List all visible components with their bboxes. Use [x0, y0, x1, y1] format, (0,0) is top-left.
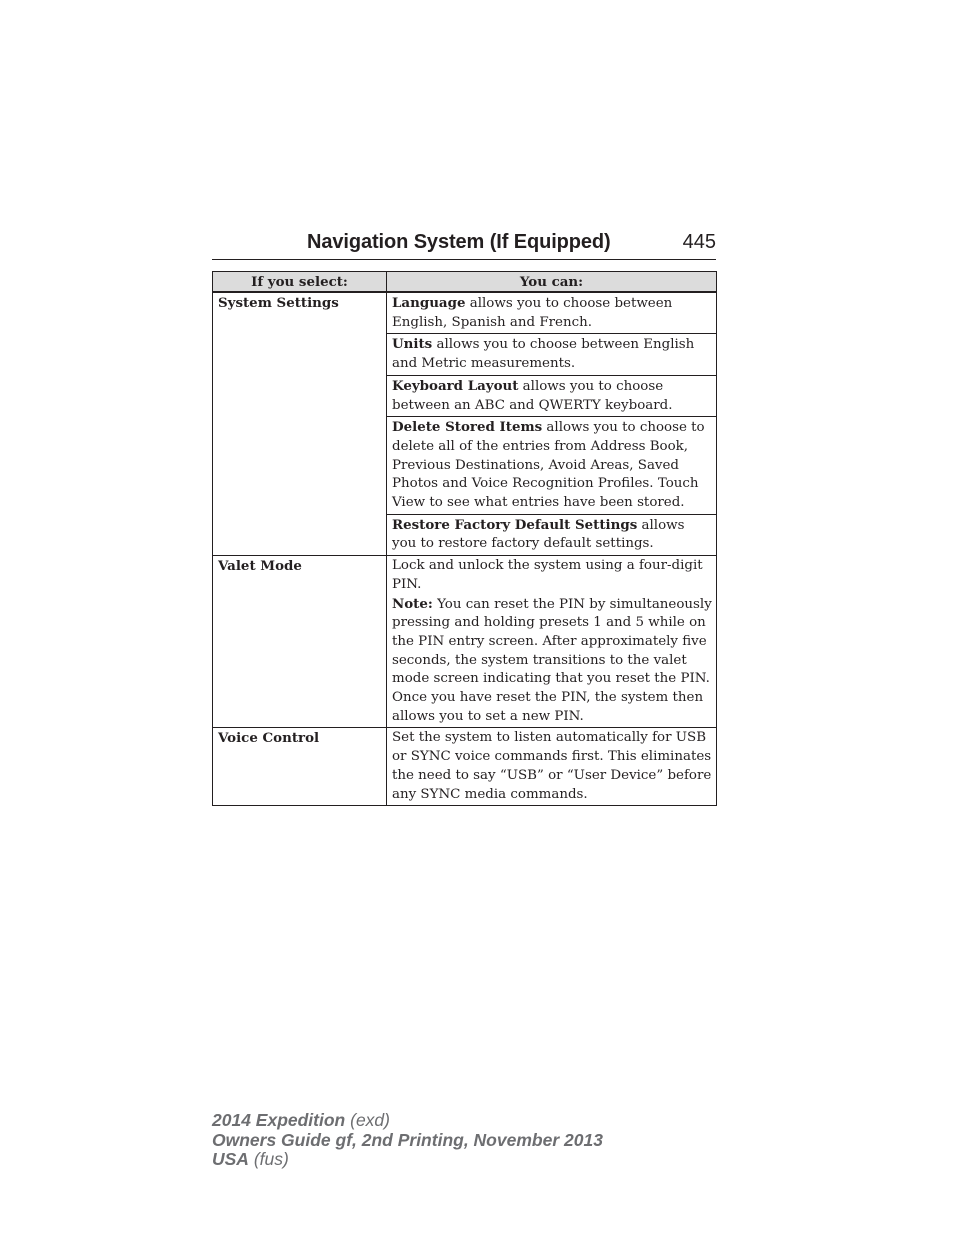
footer-line-guide: Owners Guide gf, 2nd Printing, November 2013 — [212, 1129, 603, 1150]
term-restore-defaults: Restore Factory Default Settings — [392, 516, 638, 533]
table-cell-delete-stored-items — [387, 417, 717, 515]
note-label: Note: — [392, 595, 433, 612]
table-cell-language — [387, 292, 717, 334]
term-units: Units — [392, 336, 433, 353]
table-cell-voice-control: Set the system to listen automatically for USB or SYNC voice commands first. This eliminates the need to say “USB” or “User Device” before any SYNC media commands. — [387, 728, 717, 806]
page-header — [212, 228, 716, 260]
column-header-select: If you select: — [213, 272, 387, 293]
desc-units: allows you to choose between English and Metric measurements. — [392, 337, 695, 372]
table-cell-keyboard-layout — [387, 375, 717, 416]
table-header-row — [213, 272, 717, 293]
footer-model-code: (exd) — [345, 1110, 390, 1130]
footer-market-code: (fus) — [248, 1149, 289, 1169]
page-footer — [212, 1111, 603, 1170]
row-label-system-settings: System Settings — [213, 292, 387, 556]
page-number: 445 — [682, 231, 716, 253]
note-text: You can reset the PIN by simultaneously pressing and holding presets 1 and 5 while on the PIN entry screen. After approximately five seconds, the system transitions to the valet mode screen indicating that you reset the PIN. Once you have reset the PIN, the system then allows you to set a new PIN. — [392, 596, 712, 724]
column-header-can: You can: — [387, 272, 717, 293]
section-title: Navigation System (If Equipped) — [307, 231, 611, 253]
footer-line-market — [212, 1150, 603, 1170]
valet-mode-text: Lock and unlock the system using a four-digit PIN. — [392, 558, 703, 592]
table-cell-valet-mode — [387, 556, 717, 728]
table-cell-units — [387, 334, 717, 375]
desc-language: allows you to choose between English, Spanish and French. — [392, 296, 673, 330]
settings-table — [212, 271, 717, 806]
table-row — [213, 728, 717, 806]
term-language: Language — [392, 295, 466, 311]
table-row — [213, 556, 717, 728]
desc-restore-defaults: allows you to restore factory default settings. — [392, 517, 685, 552]
row-label-voice-control: Voice Control — [213, 728, 387, 806]
footer-market: USA — [212, 1149, 249, 1169]
row-label-valet-mode: Valet Mode — [213, 556, 387, 728]
desc-keyboard-layout: allows you to choose between an ABC and QWERTY keyboard. — [392, 378, 673, 413]
table-cell-restore-defaults — [387, 514, 717, 555]
footer-line-model — [212, 1111, 603, 1131]
valet-mode-note — [392, 595, 712, 727]
footer-model: 2014 Expedition — [212, 1110, 346, 1130]
term-delete-stored-items: Delete Stored Items — [392, 419, 543, 436]
desc-delete-stored-items: allows you to choose to delete all of the entries from Address Book, Previous Destinations, Avoid Areas, Saved Photos and Voice Recognition Profiles. Touch View to see what entries have been stored. — [392, 420, 705, 511]
term-keyboard-layout: Keyboard Layout — [392, 377, 519, 394]
table-row — [213, 292, 717, 334]
